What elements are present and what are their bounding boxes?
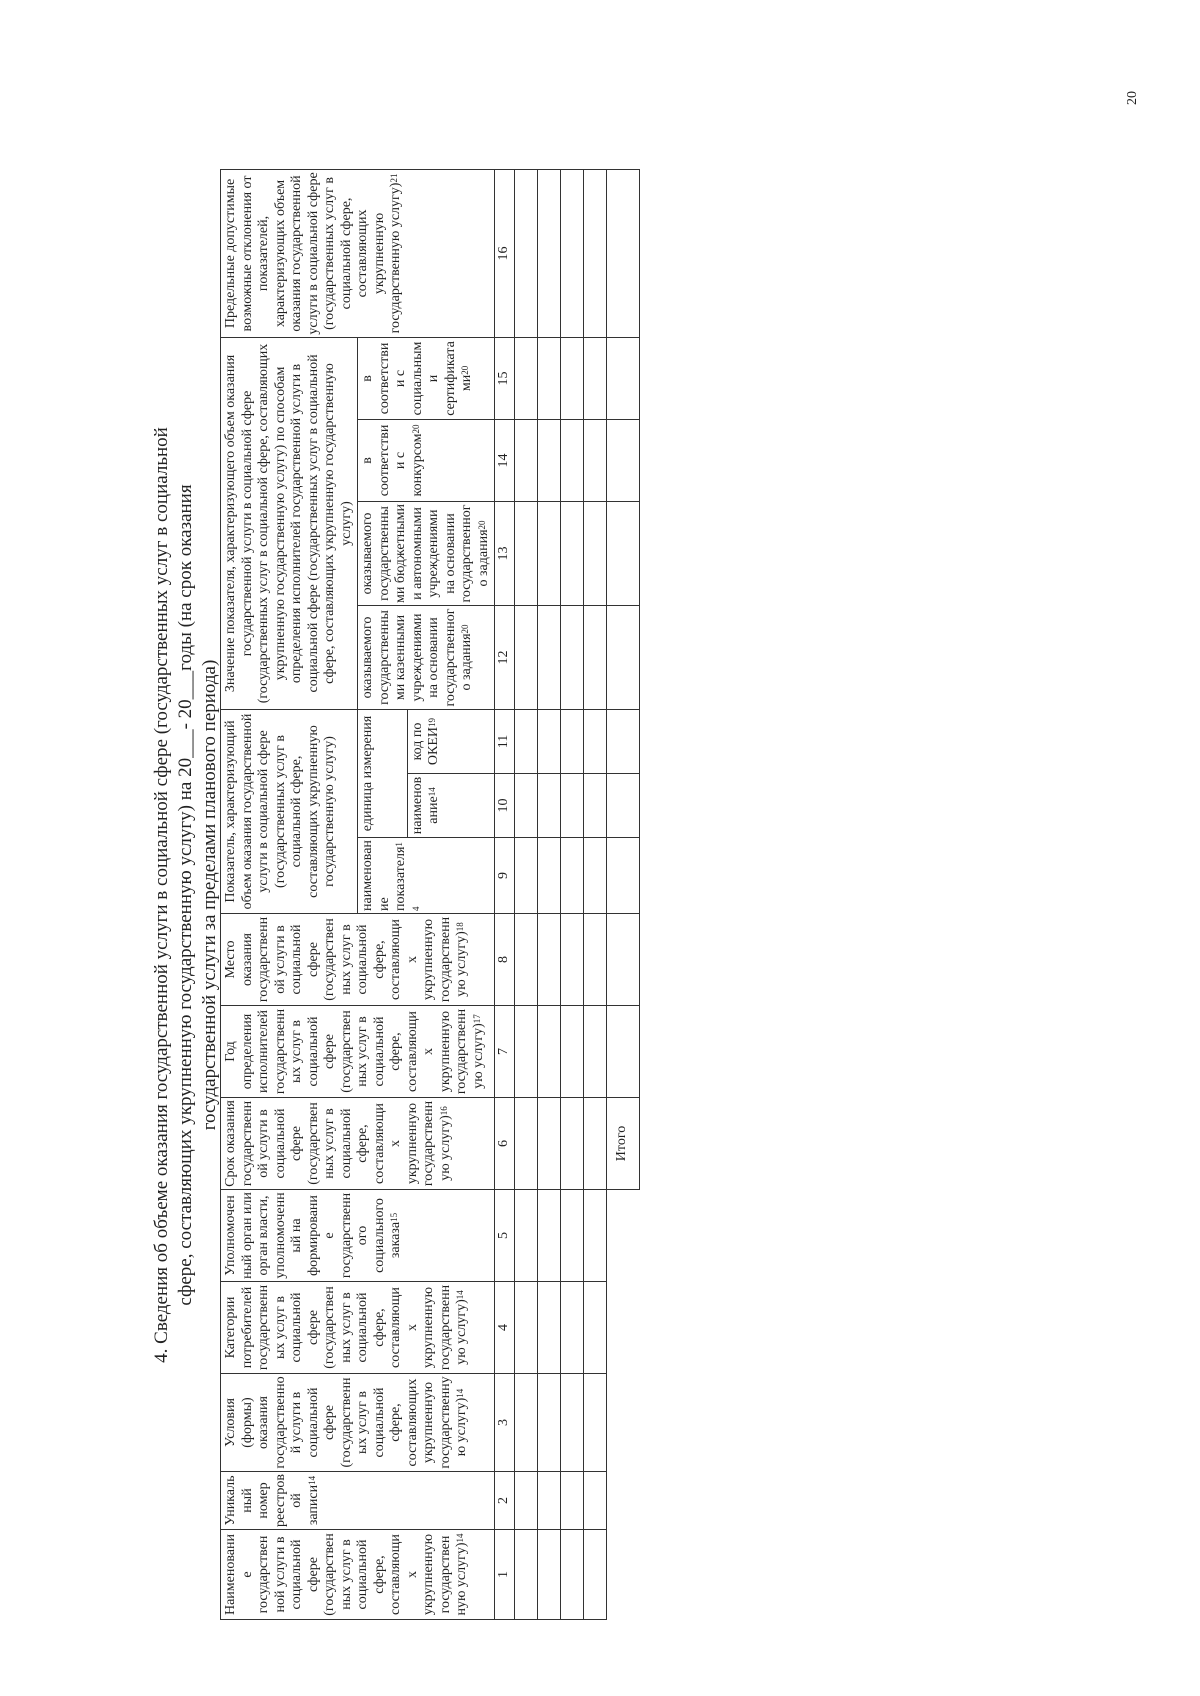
table-cell[interactable] [537,914,560,1006]
header-indicator-name: наименование показателя$^{14}$ [358,838,495,914]
table-cell[interactable] [606,169,639,337]
table-cell[interactable] [583,774,606,838]
table-cell[interactable] [537,774,560,838]
table-cell[interactable] [537,169,560,337]
table-cell[interactable] [537,709,560,773]
table-cell[interactable] [583,605,606,709]
col-num: 11 [495,709,515,773]
table-cell[interactable] [560,1374,583,1472]
table-cell[interactable] [514,709,537,773]
header-authorized-body: Уполномоченный орган или орган власти, уполномоченный на формирование государственного социального заказа$^{15}$ [221,1190,495,1282]
page-number: 20 [1125,91,1140,105]
col-num: 6 [495,1098,515,1190]
table-cell[interactable] [583,501,606,605]
table-cell[interactable] [560,774,583,838]
col-num: 3 [495,1374,515,1472]
header-value-group: Значение показателя, характеризующего объем оказания государственной услуги в социальной сфере (государственных услуг в социальной сфере, составляющих укрупненную государственную услугу) по способам определения исполнителей государственной услуги в социальной сфере (государственных услуг в социальной сфере, составляющих укрупненную государственную услугу) [221,337,358,709]
table-cell[interactable] [560,501,583,605]
table-cell[interactable] [537,337,560,419]
table-cell[interactable] [560,169,583,337]
total-row [606,169,639,1619]
col-num: 2 [495,1472,515,1530]
table-cell[interactable] [583,1098,606,1190]
table-cell[interactable] [583,1006,606,1098]
table-cell[interactable] [560,419,583,501]
table-cell[interactable] [583,709,606,773]
col-num: 5 [495,1190,515,1282]
table-cell[interactable] [560,337,583,419]
col-num: 8 [495,914,515,1006]
table-cell[interactable] [606,914,639,1006]
table-cell[interactable] [514,1282,537,1374]
col-num: 1 [495,1530,515,1620]
header-consumer-categories: Категории потребителей государственных услуг в социальной сфере (государственных услуг в социальной сфере, составляющих укрупненную государственную услугу)$^{14}$ [221,1282,495,1374]
header-value-contest: в соответствии с конкурсом$^{20}$ [358,419,495,501]
table-cell[interactable] [560,1282,583,1374]
table-cell[interactable] [514,1006,537,1098]
table-cell[interactable] [514,605,537,709]
table-cell[interactable] [537,1098,560,1190]
table-cell[interactable] [560,1472,583,1530]
header-service-place: Место оказания государственной услуги в социальной сфере (государственных услуг в социальной сфере, составляющих укрупненную государственную услугу)$^{18}$ [221,914,495,1006]
table-cell[interactable] [583,838,606,914]
table-cell[interactable] [514,774,537,838]
table-cell[interactable] [537,501,560,605]
table-cell[interactable] [514,838,537,914]
table-cell[interactable] [514,914,537,1006]
table-cell[interactable] [583,1472,606,1530]
table-cell[interactable] [583,1530,606,1620]
table-cell[interactable] [583,1190,606,1282]
title-line-2: сфере, составляющих укрупненную государственную услугу) на 20___- 20___годы (на срок оказания [175,484,196,1306]
table-cell[interactable] [583,419,606,501]
table-cell[interactable] [606,605,639,709]
table-cell[interactable] [514,169,537,337]
header-service-name: Наименование государственной услуги в социальной сфере (государственных услуг в социальной сфере, составляющих укрупненную государственную услугу)$^{14}$ [221,1530,495,1620]
table-cell[interactable] [560,914,583,1006]
table-cell[interactable] [514,1190,537,1282]
header-executor-year: Год определения исполнителей государственных услуг в социальной сфере (государственных услуг в социальной сфере, составляющих укрупненную государственную услугу)$^{17}$ [221,1006,495,1098]
table-cell[interactable] [560,838,583,914]
document-title [150,170,222,1620]
header-value-budget: оказываемого государственными бюджетными и автономными учреждениями на основании государственного задания$^{20}$ [358,501,495,605]
table-cell[interactable] [537,1374,560,1472]
table-cell[interactable] [606,774,639,838]
header-conditions: Условия (формы) оказания государственной услуги в социальной сфере (государственных услуг в социальной сфере, составляющих укрупненную государственную услугу)$^{14}$ [221,1374,495,1472]
header-value-certificates: в соответствии с социальными сертификатами$^{20}$ [358,337,495,419]
service-volume-table [220,169,640,1620]
total-blank-area [606,1190,639,1620]
col-num: 7 [495,1006,515,1098]
table-cell[interactable] [514,1472,537,1530]
header-service-term: Срок оказания государственной услуги в социальной сфере (государственных услуг в социальной сфере, составляющих укрупненную государственную услугу)$^{16}$ [221,1098,495,1190]
col-num: 10 [495,774,515,838]
table-cell[interactable] [514,1098,537,1190]
table-cell[interactable] [514,337,537,419]
table-cell[interactable] [537,1530,560,1620]
table-cell[interactable] [537,605,560,709]
table-cell[interactable] [560,1006,583,1098]
table-row [583,169,606,1619]
table-cell[interactable] [606,337,639,419]
table-cell[interactable] [606,709,639,773]
header-unit-name: наименование$^{14}$ [407,774,495,838]
table-cell[interactable] [560,709,583,773]
table-cell[interactable] [606,501,639,605]
rotated-page-content [140,91,1160,1660]
table-row [537,169,560,1619]
header-indicator-group: Показатель, характеризующий объем оказания государственной услуги в социальной сфере (государственных услуг в социальной сфере, составляющих укрупненную государственную услугу) [221,709,358,913]
table-cell[interactable] [560,1190,583,1282]
table-cell[interactable] [537,419,560,501]
table-cell[interactable] [560,1098,583,1190]
table-cell[interactable] [514,501,537,605]
col-num: 16 [495,169,515,337]
table-cell[interactable] [606,838,639,914]
table-cell[interactable] [514,419,537,501]
title-line-3: государственной услуги за пределами планового периода) [199,659,220,1131]
table-cell[interactable] [537,1472,560,1530]
table-cell[interactable] [583,169,606,337]
table-cell[interactable] [583,1374,606,1472]
col-num: 13 [495,501,515,605]
header-registry-number: Уникальный номер реестровой записи$^{14}$ [221,1472,495,1530]
table-row [560,169,583,1619]
column-numbers-row [495,169,515,1619]
table-cell[interactable] [583,337,606,419]
header-unit-group: единица измерения [358,709,408,837]
col-num: 4 [495,1282,515,1374]
header-okei-code: код по ОКЕИ$^{19}$ [407,709,495,773]
title-line-1: 4. Сведения об объеме оказания государственной услуги в социальной сфере (государственных услуг в социальной [151,427,172,1363]
table-cell[interactable] [560,605,583,709]
table-cell[interactable] [514,1374,537,1472]
header-value-kazennye: оказываемого государственными казенными учреждениями на основании государственного задания$^{20}$ [358,605,495,709]
total-label: Итого [606,1098,639,1190]
col-num: 12 [495,605,515,709]
table-cell[interactable] [537,838,560,914]
col-num: 9 [495,838,515,914]
table-cell[interactable] [537,1190,560,1282]
table-cell[interactable] [560,1530,583,1620]
col-num: 14 [495,419,515,501]
table-cell[interactable] [537,1006,560,1098]
header-deviations: Предельные допустимые возможные отклонения от показателей, характеризующих объем оказания государственной услуги в социальной сфере (государственных услуг в социальной сфере, составляющих укрупненную государственную услугу)$^{21}$ [221,169,495,337]
table-cell[interactable] [583,914,606,1006]
table-cell[interactable] [583,1282,606,1374]
table-cell[interactable] [514,1530,537,1620]
table-cell[interactable] [537,1282,560,1374]
table-cell[interactable] [606,1006,639,1098]
col-num: 15 [495,337,515,419]
table-row [514,169,537,1619]
table-cell[interactable] [606,419,639,501]
